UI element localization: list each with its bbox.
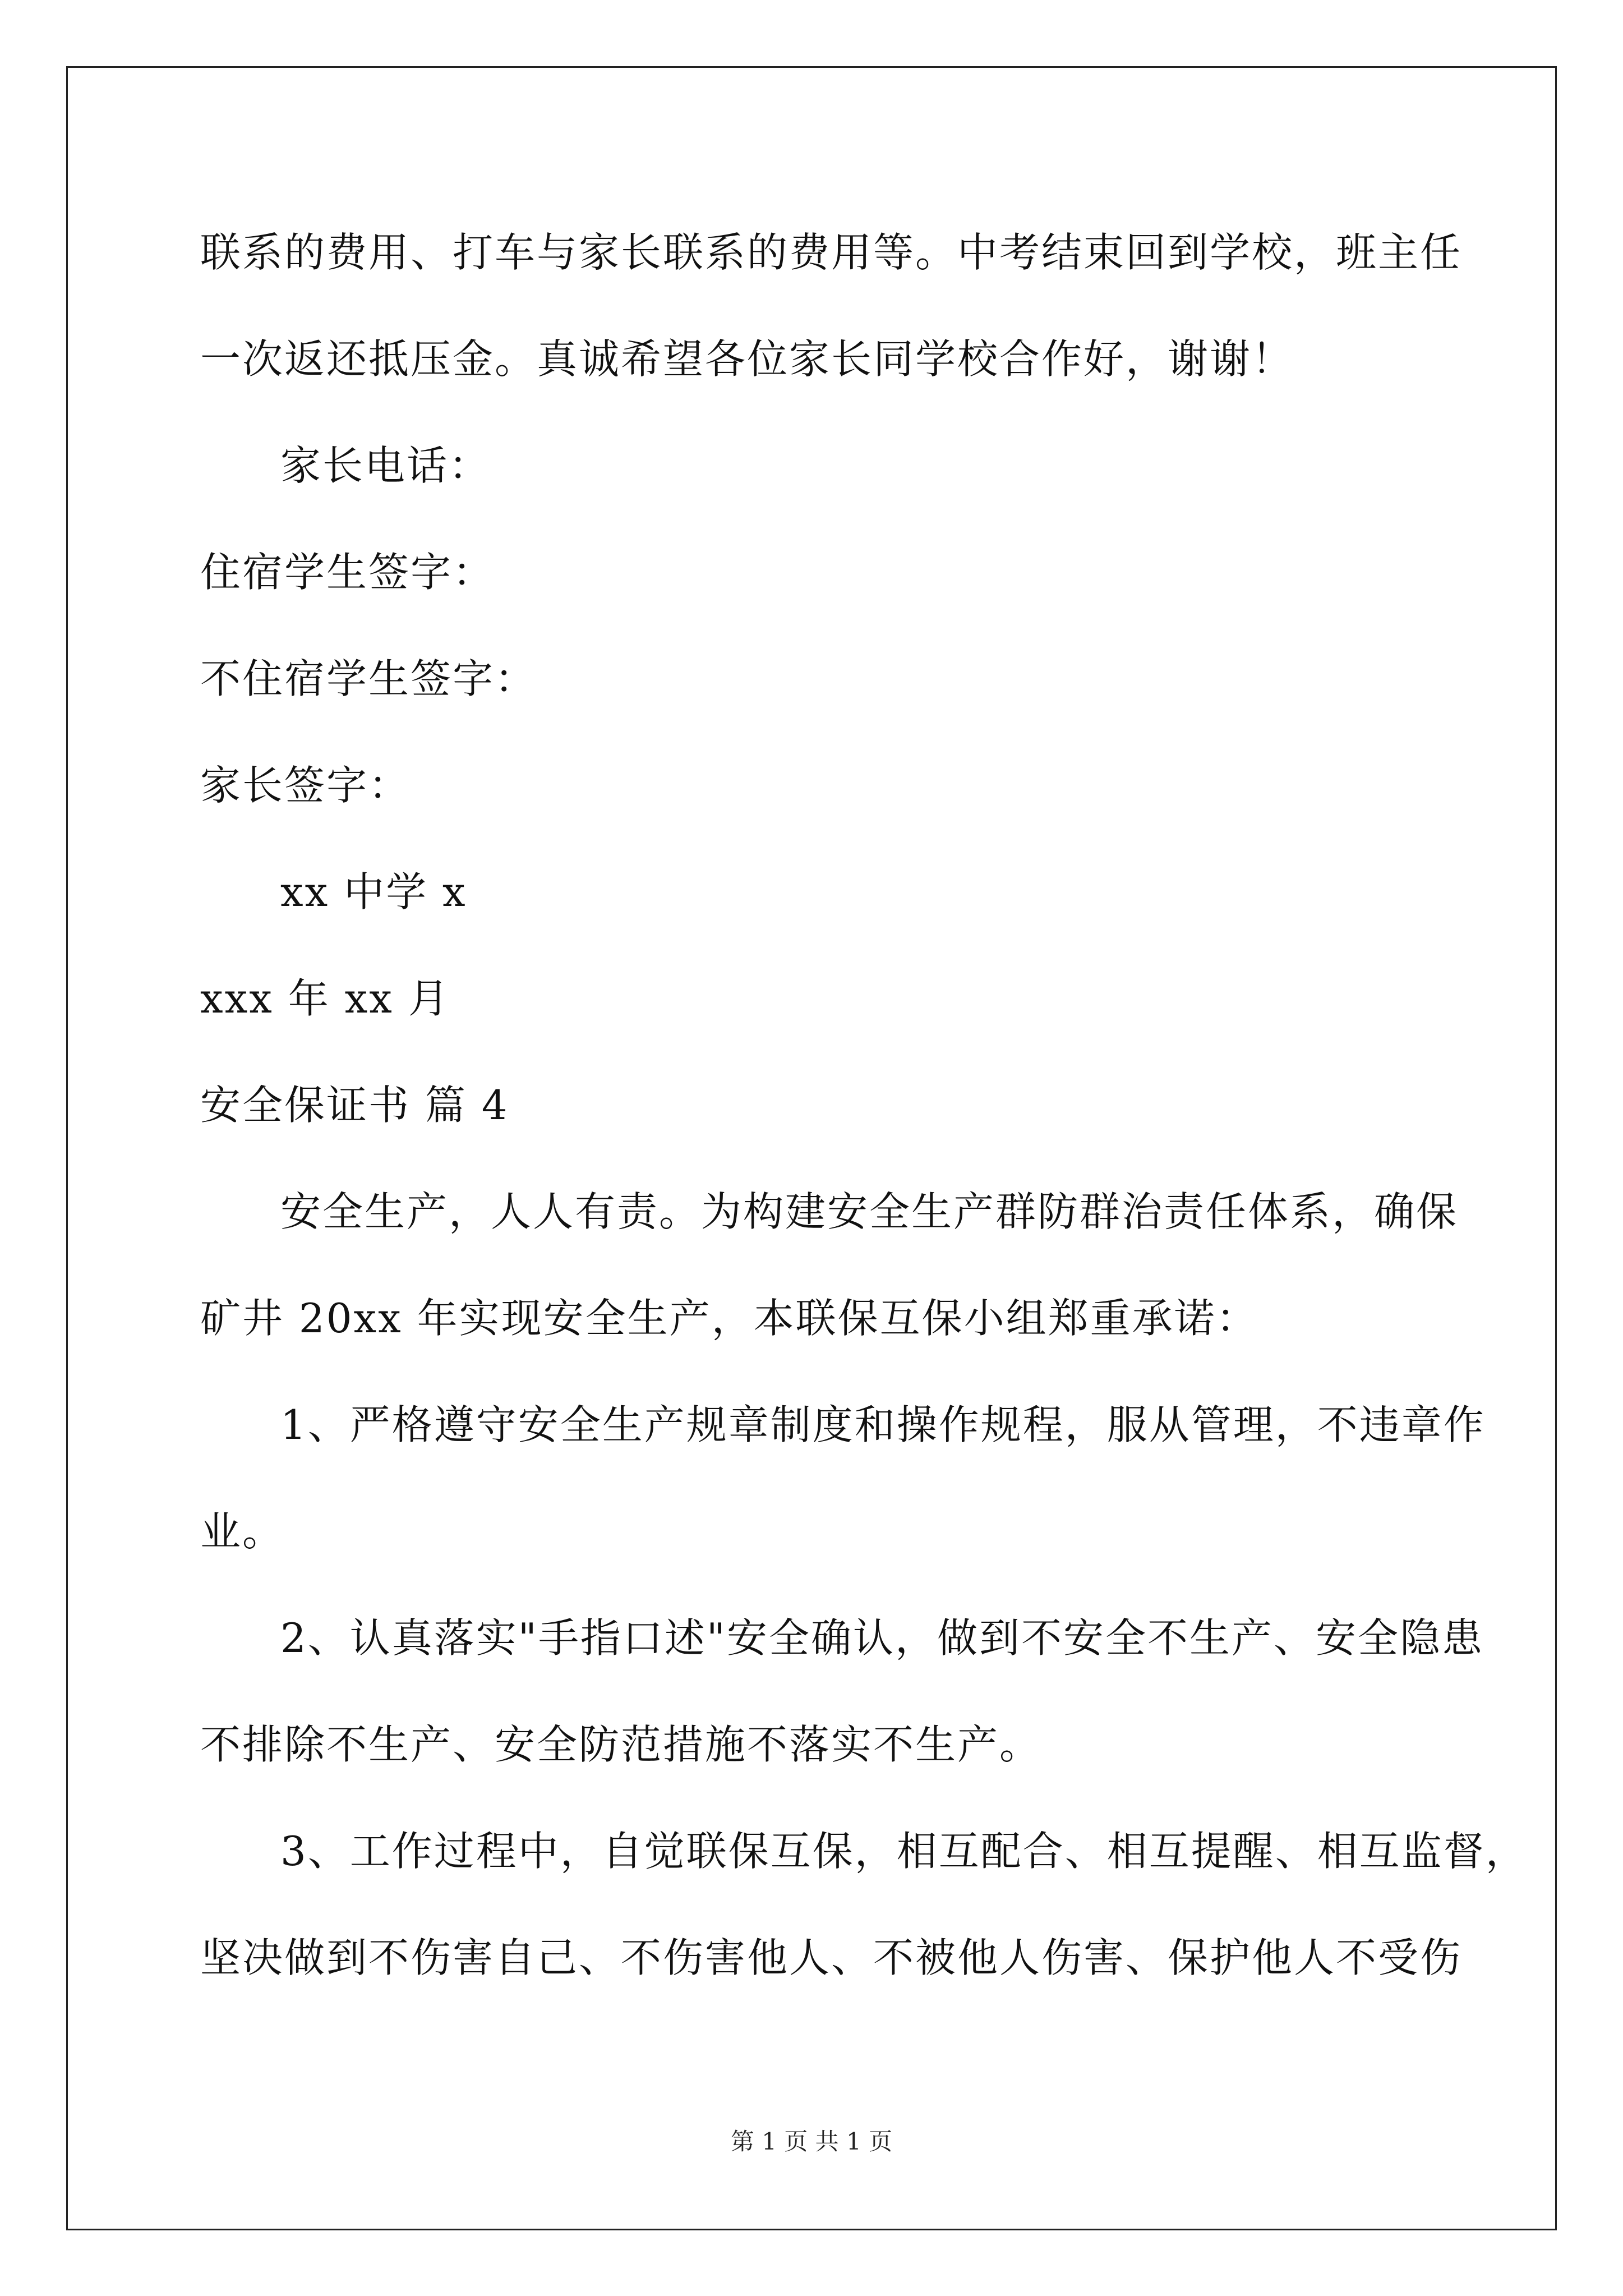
body-text-line: 不排除不生产、安全防范措施不落实不生产。 <box>200 1721 1042 1768</box>
date-line: xxx 年 xx 月 <box>200 975 450 1022</box>
school-name: xx 中学 x <box>280 868 467 915</box>
page-footer: 第 1 页 共 1 页 <box>730 2128 893 2155</box>
section-heading: 安全保证书 篇 4 <box>200 1082 509 1129</box>
page-border <box>66 66 1557 2230</box>
body-text-line: 业。 <box>200 1508 285 1555</box>
body-text-line: 联系的费用、打车与家长联系的费用等。中考结束回到学校，班主任 <box>200 229 1463 276</box>
body-text-line: 一次返还抵压金。真诚希望各位家长同学校合作好，谢谢！ <box>200 335 1294 383</box>
nonboarding-student-signature-label: 不住宿学生签字： <box>200 655 537 702</box>
commitment-item-1: 1、严格遵守安全生产规章制度和操作规程，服从管理，不违章作 <box>280 1401 1486 1448</box>
body-text-line: 矿井 20xx 年实现安全生产，本联保互保小组郑重承诺： <box>200 1295 1258 1342</box>
parent-phone-label: 家长电话： <box>280 442 491 489</box>
parent-signature-label: 家长签字： <box>200 762 411 809</box>
commitment-item-3: 3、工作过程中，自觉联保互保，相互配合、相互提醒、相互监督， <box>280 1828 1528 1875</box>
commitment-item-2: 2、认真落实"手指口述"安全确认，做到不安全不生产、安全隐患 <box>280 1614 1484 1662</box>
body-text-line: 坚决做到不伤害自己、不伤害他人、不被他人伤害、保护他人不受伤 <box>200 1934 1463 1981</box>
boarding-student-signature-label: 住宿学生签字： <box>200 549 495 596</box>
body-text-line: 安全生产，人人有责。为构建安全生产群防群治责任体系，确保 <box>280 1188 1459 1235</box>
